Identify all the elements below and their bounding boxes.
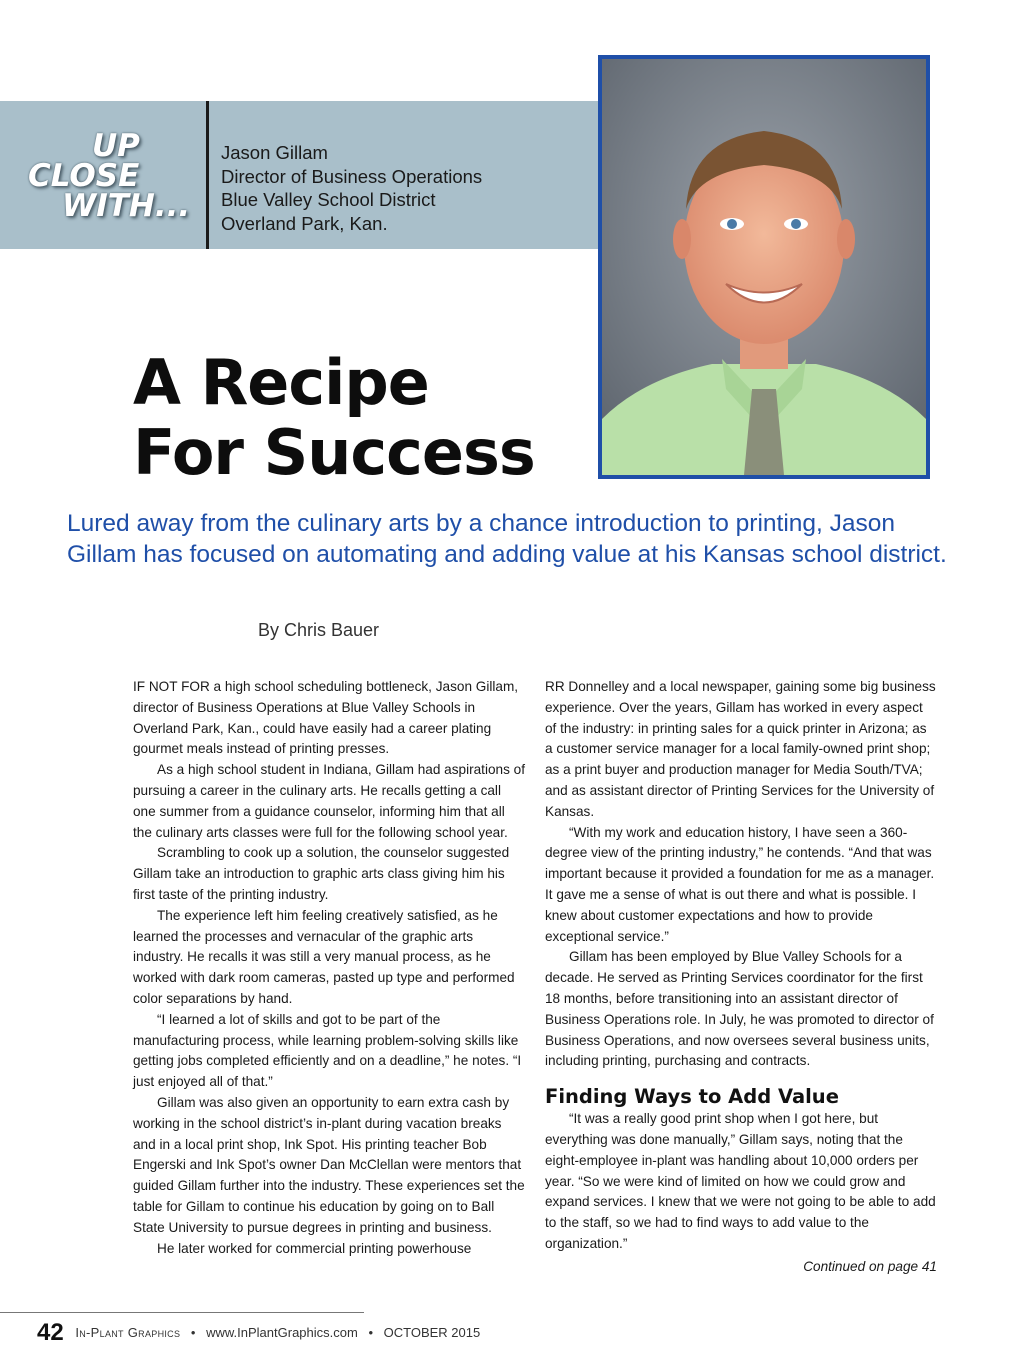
paragraph: The experience left him feeling creatively satisfied, as he learned the processes and vernacular of the graphic arts industry. He recalls it was still a very manual process, as he worked with dark room cameras, pasted up type and performed color separations by hand. — [133, 907, 515, 1006]
paragraph: Gillam has been employed by Blue Valley Schools for a decade. He served as Printing Services coordinator for the first 18 months, before transitioning into an assistant director of Business Operations role. In July, he was promoted to director of Business Operations, and now oversees several business units, including printing, purchasing and contracts. — [545, 949, 934, 1069]
profile-name: Jason Gillam — [221, 142, 328, 163]
bullet-separator: • — [368, 1325, 374, 1340]
title-line: A Recipe — [133, 346, 429, 419]
paragraph: “With my work and education history, I have seen a 360-degree view of the printing industry,” he contends. “And that was important because it provided a foundation for me as a manager. It gave me a sense of what is out there and what is possible. I knew about customer expectations and how to provide exceptional service.” — [545, 824, 935, 944]
body-column-right — [545, 677, 937, 1278]
header-divider — [206, 101, 209, 249]
profile-location: Overland Park, Kan. — [221, 212, 388, 234]
publication-url: www.InPlantGraphics.com — [206, 1325, 358, 1340]
profile-title: Director of Business Operations — [221, 165, 483, 187]
issue-date: OCTOBER 2015 — [383, 1325, 481, 1340]
body-column-left — [133, 677, 525, 1259]
kicker-line: CLOSE — [28, 158, 140, 194]
kicker-line: UP — [92, 128, 140, 164]
article-title — [133, 348, 535, 488]
byline: By Chris Bauer — [258, 620, 380, 640]
article-dek: Lured away from the culinary arts by a chance introduction to printing, Jason Gillam has focused on automating and adding value at his Kansas school district. — [67, 510, 947, 568]
portrait-photo — [598, 55, 930, 479]
section-subhead: Finding Ways to Add Value — [545, 1085, 839, 1109]
paragraph: IF NOT FOR a high school scheduling bottleneck, Jason Gillam, director of Business Operations at Blue Valley Schools in Overland Park, Kan., could have easily had a career plating gourmet meals instead of printing presses. — [133, 679, 519, 757]
profile-info — [221, 141, 482, 235]
paragraph: He later worked for commercial printing powerhouse — [157, 1240, 472, 1256]
portrait-illustration — [602, 59, 926, 475]
paragraph: RR Donnelley and a local newspaper, gaining some big business experience. Over the years, Gillam has worked in every aspect of the industry: in printing sales for a quick printer in Arizona; as a customer service manager for a local family-owned print shop; as a print buyer and production manager for Media South/TVA; and as assistant director of Printing Services for the University of Kansas. — [545, 679, 936, 819]
paragraph: Scrambling to cook up a solution, the counselor suggested Gillam take an introduction to graphic arts class giving him his first taste of the printing industry. — [133, 845, 510, 902]
page-footer — [37, 1319, 480, 1347]
profile-organization: Blue Valley School District — [221, 189, 436, 210]
continued-note: Continued on page 41 — [803, 1258, 937, 1274]
paragraph: “It was a really good print shop when I got here, but everything was done manually,” Gillam says, noting that the eight-employee in-plant was handling about 10,000 orders per year. “So we were kind of limited on how we could grow and expand services. I knew that we were not going to be able to add to the staff, so we had to find ways to add value to the organization.” — [545, 1111, 936, 1251]
bullet-separator: • — [190, 1325, 196, 1340]
paragraph: Gillam was also given an opportunity to earn extra cash by working in the school district’s in-plant during vacation breaks and in a local print shop, Ink Spot. His printing teacher Bob Engerski and Ink Spot’s owner Dan McClellan were mentors that guided Gillam further into the industry. These experiences set the table for Gillam to continue his education by going on to Ball State University to pursue degrees in printing and business. — [133, 1094, 525, 1235]
footer-rule — [0, 1312, 364, 1313]
page-number: 42 — [37, 1319, 64, 1346]
kicker-line: WITH... — [62, 188, 191, 224]
paragraph: “I learned a lot of skills and got to be part of the manufacturing process, while learning problem-solving skills like getting jobs completed efficiently and on a deadline,” he notes. “I just enjoyed all of that.” — [133, 1011, 522, 1090]
section-kicker — [28, 128, 208, 224]
publication-name: In-Plant Graphics — [75, 1325, 181, 1340]
paragraph: As a high school student in Indiana, Gillam had aspirations of pursuing a career in the culinary arts. He recalls getting a call one summer from a guidance counselor, informing him that all the culinary arts classes were full for the following school year. — [133, 762, 526, 840]
title-line: For Success — [133, 416, 535, 489]
